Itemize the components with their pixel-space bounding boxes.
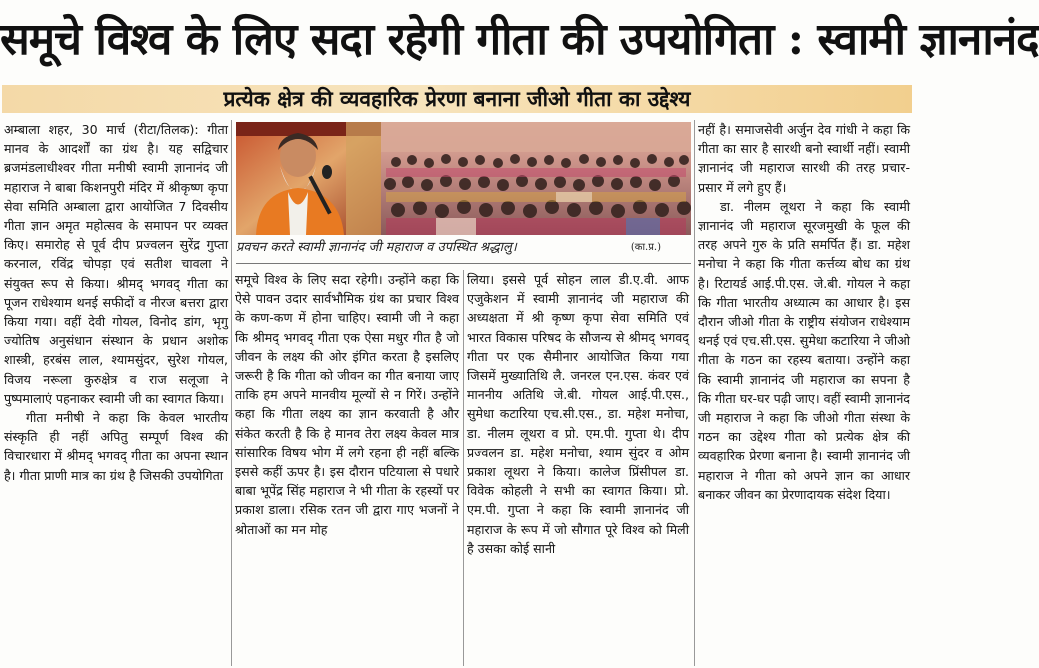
article-column-4 [698,120,910,666]
paragraph: समूचे विश्व के लिए सदा रहेगी। उन्होंने कहा कि ऐसे पावन उदार सार्वभौमिक ग्रंथ का प्रचार विश्व के कण-कण में होना चाहिए। स्वामी जी ने कहा कि श्रीमद् भगवद् गीता एक ऐसा मधुर गीत है जो जीवन के लक्ष्य की ओर इंगित करता है इसलिए जरूरी है कि गीता को जीवन का गीत बनाया जाए ताकि हम अपने मानवीय मूल्यों से न गिरें। उन्होंने कहा कि गीता लक्ष्य का ज्ञान करवाती है और संकेत करती है कि हे मानव तेरा लक्ष्य केवल मात्र सांसारिक विषय भोग में लगे रहना ही नहीं बल्कि इससे कहीं ऊपर है। इस दौरान पटियाला से पधारे बाबा भूपेंद्र सिंह महाराज ने भी गीता के रहस्यों पर प्रकाश डाला। रसिक रतन जी द्वारा गाए भजनों ने श्रोताओं का मन मोह [235,272,459,537]
column-divider [694,120,695,666]
article-column-3 [467,270,689,666]
photo-image [236,122,691,235]
photo-caption [236,237,691,259]
subheadline: प्रत्येक क्षेत्र की व्यवहारिक प्रेरणा बनाना जीओ गीता का उद्देश्य [223,87,691,111]
headline: समूचे विश्व के लिए सदा रहेगी गीता की उपयोगिता : स्वामी ज्ञानानंद [0,14,1039,65]
paragraph: अम्बाला शहर, 30 मार्च (रीटा/तिलक): गीता मानव के आदर्शों का ग्रंथ है। यह सद्विचार ब्रजमंडलाधीश्वर गीता मनीषी स्वामी ज्ञानानंद जी महाराज ने बाबा किशनपुरी मंदिर में श्रीकृष्ण कृपा सेवा समिति अम्बाला द्वारा आयोजित 7 दिवसीय गीता ज्ञान अमृत महोत्सव के समापन पर व्यक्त किए। समारोह से पूर्व दीप प्रज्वलन सुरेंद्र गुप्ता करनाल, रविंद्र चोपड़ा एवं सतीश चावला ने संयुक्त रूप से किया। श्रीमद् भगवद् गीता का पूजन राधेश्याम थनई सफीदों व नीरज बत्तरा द्वारा किया गया। वहीं देवी गोयल, विनोद डांग, भृगु ज्योतिष अनुसंधान संस्थान के प्रधान अशोक शास्त्री, हरबंस लाल, श्यामसुंदर, सुरेश गोयल, विजय नरूला कुरुक्षेत्र व राज सलूजा ने पुष्पमालाएं पहनाकर स्वामी जी का स्वागत किया। [4,122,228,406]
column-divider [231,120,232,666]
paragraph: डा. नीलम लूथरा ने कहा कि स्वामी ज्ञानानंद जी महाराज सूरजमुखी के फूल की तरह अपने गुरु के प्रति समर्पित हैं। डा. महेश मनोचा ने कहा कि गीता कर्त्तव्य बोध का ग्रंथ है। रिटायर्ड आई.पी.एस. जे.बी. गोयल ने कहा कि गीता भारतीय अध्यात्म का आधार है। इस दौरान जीओ गीता के राष्ट्रीय संयोजन राधेश्याम थनई एवं एच.सी.एस. सुमेधा कटारिया ने जीओ गीता के गठन का रहस्य बताया। उन्होंने कहा कि स्वामी ज्ञानानंद जी महाराज का सपना है कि गीता घर-घर पढ़ी जाए। वहीं स्वामी ज्ञानानंद जी महाराज ने कहा कि जीओ गीता संस्था के गठन का उद्देश्य गीता को प्रत्येक क्षेत्र की व्यवहारिक प्रेरणा बनाना है। स्वामी ज्ञानानंद जी महाराज ने गीता को अपने ज्ञान का आधार बनाकर जीवन का प्रेरणादायक संदेश दिया। [698,198,910,502]
photo-credit: (का.प्र.) [630,242,661,253]
paragraph: गीता मनीषी ने कहा कि केवल भारतीय संस्कृति ही नहीं अपितु सम्पूर्ण विश्व की विचारधारा में श्रीमद् भगवद् गीता का अपना स्थान है। गीता प्राणी मात्र का ग्रंथ है जिसकी उपयोगिता [4,410,228,483]
caption-text: प्रवचन करते स्वामी ज्ञानानंद जी महाराज व उपस्थित श्रद्धालु। [236,240,517,255]
paragraph: नहीं है। समाजसेवी अर्जुन देव गांधी ने कहा कि गीता का सार है सारथी बनो स्वार्थी नहीं। स्वामी ज्ञानानंद जी महाराज सारथी की तरह प्रचार-प्रसार में लगे हुए हैं। [698,122,910,195]
article-column-2 [235,270,459,666]
article-column-1 [4,120,228,666]
caption-divider [236,263,691,264]
column-divider [463,270,464,666]
paragraph: लिया। इससे पूर्व सोहन लाल डी.ए.वी. आफ एजुकेशन में स्वामी ज्ञानानंद जी महाराज की अध्यक्षता में श्री कृष्ण कृपा सेवा समिति एवं भारत विकास परिषद के सौजन्य से श्रीमद् भगवद् गीता पर एक सैमीनार आयोजित किया गया जिसमें मुख्यातिथि लै. जनरल एन.एस. कंवर एवं माननीय अतिथि जे.बी. गोयल आई.पी.एस., सुमेधा कटारिया एच.सी.एस., डा. महेश मनोचा, डा. नीलम लूथरा व प्रो. एम.पी. गुप्ता थे। दीप प्रज्वलन डा. महेश मनोचा, श्याम सुंदर व ओम प्रकाश लूथरा ने किया। कालेज प्रिंसीपल डा. विवेक कोहली ने सभी का स्वागत किया। प्रो. एम.पी. गुप्ता ने कहा कि स्वामी ज्ञानानंद जी महाराज के रूप में जो सौगात पूरे विश्व को मिली है उसका कोई सानी [467,272,689,556]
news-photo [236,122,691,235]
